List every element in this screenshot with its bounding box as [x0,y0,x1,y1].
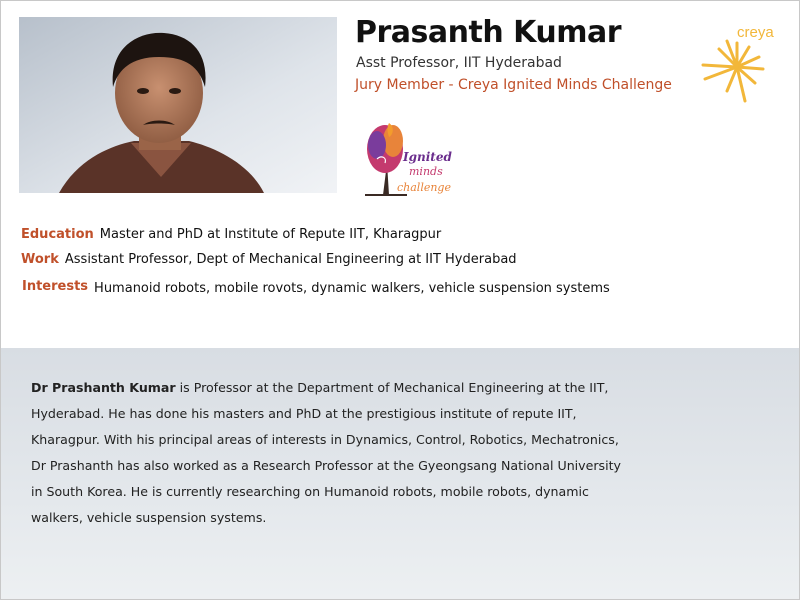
bio-text [31,375,631,531]
profile-photo [19,17,337,193]
fact-work [21,248,517,267]
fact-interests [22,275,610,294]
ignited-minds-badge [357,119,461,199]
creya-logo [697,21,777,107]
svg-text:minds: minds [409,165,443,178]
fact-education-value: Master and PhD at Institute of Repute IIT, Kharagpur [99,227,442,242]
bio-body: is Professor at the Department of Mechanical Engineering at the IIT, Hyderabad. He has done his masters and PhD at the prestigious institute of repute IIT, Kharagpur. With his principal areas of interests in Dynamics, Control, Robotics, Mechatronics, Dr Prashanth has also worked as a Research Professor at the Gyeongsang National University in South Korea. He is currently researching on Humanoid robots, mobile robots, dynamic walkers, vehicle suspension systems. [31,380,622,525]
fact-interests-label: Interests [22,279,89,294]
fact-education-label: Education [21,227,94,242]
fact-work-value: Assistant Professor, Dept of Mechanical Engineering at IIT Hyderabad [64,252,517,267]
creya-logo-text: creya [737,24,774,41]
fact-interests-value: Humanoid robots, mobile rovots, dynamic walkers, vehicle suspension systems [94,281,610,296]
bio-panel [1,348,799,599]
fact-education [21,223,441,242]
profile-role: Asst Professor, IIT Hyderabad [356,55,562,71]
bio-lead: Dr Prashanth Kumar [31,380,176,395]
jury-role: Jury Member - Creya Ignited Minds Challenge [355,77,672,93]
profile-name: Prasanth Kumar [355,15,622,50]
svg-text:challenge: challenge [397,181,451,194]
svg-text:Ignited: Ignited [403,150,452,164]
fact-work-label: Work [21,252,59,267]
